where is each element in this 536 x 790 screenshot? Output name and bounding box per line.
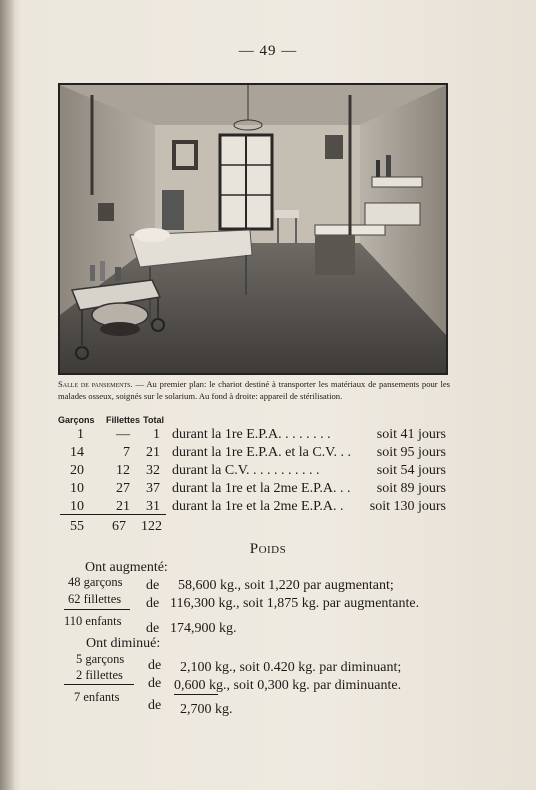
diminue-garcons-label: 5 garçons: [76, 652, 125, 666]
augmente-garcons-de: de: [146, 578, 160, 593]
caption-text: — Au premier plan: le chariot destiné à transporter les matériaux de pansements pour les malades osseux, soignés sur le solarium. Au fond à droite: appareil de stérilisation.: [58, 379, 450, 401]
cell-garcons: 20: [70, 463, 84, 478]
cell-period: durant la 1re E.P.A. . . . . . . .: [172, 427, 331, 442]
table-row: [0, 463, 536, 481]
cell-total: 32: [146, 463, 160, 478]
cell-garcons: 14: [70, 445, 84, 460]
augmente-enfants-de: de: [146, 621, 160, 636]
diminue-value-rule: [174, 694, 218, 695]
total-garcons: 55: [70, 519, 84, 534]
totals-rule: [60, 514, 166, 515]
total-fillettes: 67: [112, 519, 126, 534]
total-total: 122: [141, 519, 162, 534]
cell-total: 31: [146, 499, 160, 514]
cell-garcons: 10: [70, 481, 84, 496]
diminue-enfants-label: 7 enfants: [74, 690, 120, 704]
cell-fillettes: —: [116, 427, 130, 442]
photograph-dressing-room: [58, 83, 448, 375]
section-title-poids: Poids: [249, 541, 287, 557]
header-fillettes: Fillettes: [105, 415, 140, 425]
totals-row: [0, 519, 536, 537]
page-number: — 49 —: [238, 43, 298, 59]
diminue-heading: Ont diminué:: [86, 636, 161, 651]
cell-total: 1: [153, 427, 160, 442]
cell-result: soit 130 jours: [369, 499, 446, 514]
diminue-sum-rule: [64, 684, 134, 685]
cell-garcons: 10: [70, 499, 84, 514]
header-total: Total: [143, 415, 164, 425]
cell-total: 21: [146, 445, 160, 460]
table-row: [0, 445, 536, 463]
cell-result: soit 54 jours: [376, 463, 446, 478]
book-spine-shadow: [0, 0, 14, 790]
cell-period: durant la 1re E.P.A. et la C.V. . .: [172, 445, 351, 460]
diminue-enfants-de: de: [148, 698, 162, 713]
cell-total: 37: [146, 481, 160, 496]
cell-period: durant la 1re et la 2me E.P.A. . .: [172, 481, 351, 496]
table-row: [0, 427, 536, 445]
cell-garcons: 1: [77, 427, 84, 442]
diminue-garcons-value: 2,100 kg., soit 0.420 kg. par diminuant;: [180, 660, 402, 675]
room-illustration: [60, 85, 446, 373]
photo-caption: [58, 379, 450, 402]
caption-heading: Salle de pansements.: [58, 379, 133, 389]
cell-result: soit 89 jours: [376, 481, 446, 496]
augmente-heading: Ont augmenté:: [85, 560, 168, 575]
cell-fillettes: 21: [116, 499, 130, 514]
augmente-fillettes-label: 62 fillettes: [68, 592, 122, 606]
diminue-enfants-value: 2,700 kg.: [180, 702, 233, 717]
cell-fillettes: 7: [123, 445, 130, 460]
cell-period: durant la 1re et la 2me E.P.A. .: [172, 499, 344, 514]
table-row: [0, 481, 536, 499]
diminue-fillettes-de: de: [148, 676, 162, 691]
augmente-garcons-label: 48 garçons: [68, 575, 123, 589]
augmente-enfants-label: 110 enfants: [64, 614, 122, 628]
diminue-fillettes-label: 2 fillettes: [76, 668, 123, 682]
diminue-garcons-de: de: [148, 658, 162, 673]
cell-fillettes: 12: [116, 463, 130, 478]
augmente-fillettes-de: de: [146, 596, 160, 611]
cell-result: soit 41 jours: [376, 427, 446, 442]
diminue-fillettes-value: 0,600 kg., soit 0,300 kg. par diminuante.: [174, 678, 402, 693]
cell-result: soit 95 jours: [376, 445, 446, 460]
cell-period: durant la C.V. . . . . . . . . . .: [172, 463, 320, 478]
augmente-fillettes-value: 116,300 kg., soit 1,875 kg. par augmentante.: [170, 596, 420, 611]
header-garcons: Garçons: [58, 415, 95, 425]
augmente-enfants-value: 174,900 kg.: [170, 621, 237, 636]
augmente-garcons-value: 58,600 kg., soit 1,220 par augmentant;: [178, 578, 394, 593]
cell-fillettes: 27: [116, 481, 130, 496]
augmente-sum-rule: [64, 609, 130, 610]
